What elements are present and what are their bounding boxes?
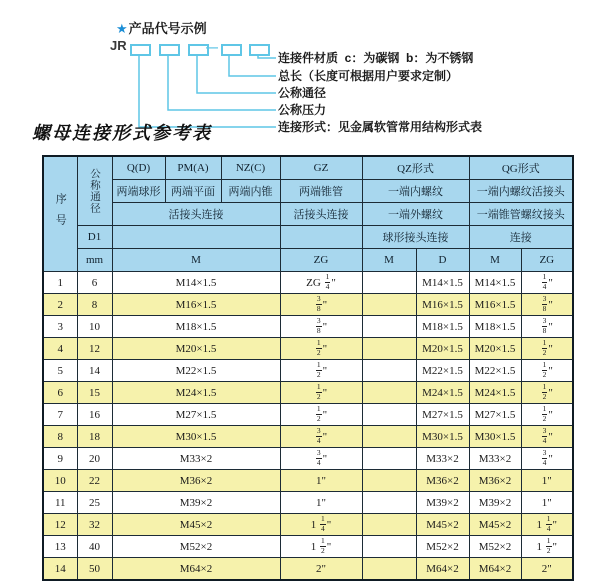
- hdr-GZ-conn: 活接头连接: [280, 203, 362, 226]
- cell-QZ-M: [362, 294, 416, 316]
- hdr-QG-M: M: [469, 249, 521, 272]
- cell-ZG: $\frac{3}{8}$ ": [280, 294, 362, 316]
- nut-connection-table-wrap: [42, 155, 574, 581]
- cell-QZ-M: [362, 272, 416, 294]
- table-row: [43, 316, 573, 338]
- callout-label-pressure: 公称压力: [278, 103, 327, 117]
- cell-QZ-M: [362, 404, 416, 426]
- hdr-QZ-conn: 球形接头连接: [362, 226, 469, 249]
- cell-M: M36×2: [112, 470, 280, 492]
- cell-seq: 11: [43, 492, 77, 514]
- cell-QG-M: M52×2: [469, 536, 521, 558]
- header-row: [43, 249, 573, 272]
- cell-QZ-D: M22×1.5: [416, 360, 469, 382]
- cell-QG-M: M14×1.5: [469, 272, 521, 294]
- table-row: [43, 470, 573, 492]
- cell-ZG: $\frac{3}{4}$ ": [280, 448, 362, 470]
- cell-QG-M: M24×1.5: [469, 382, 521, 404]
- code-dash: —: [206, 40, 218, 54]
- cell-QZ-D: M33×2: [416, 448, 469, 470]
- cell-mm: 16: [77, 404, 112, 426]
- cell-mm: 50: [77, 558, 112, 581]
- cell-QZ-M: [362, 470, 416, 492]
- header-row: [43, 203, 573, 226]
- hdr-PMA-desc: 两端平面: [165, 180, 221, 203]
- hdr-QZ-desc2: 一端外螺纹: [362, 203, 469, 226]
- cell-M: M30×1.5: [112, 426, 280, 448]
- table-header: [43, 156, 573, 272]
- cell-mm: 10: [77, 316, 112, 338]
- cell-QG-M: M22×1.5: [469, 360, 521, 382]
- cell-seq: 12: [43, 514, 77, 536]
- cell-M: M16×1.5: [112, 294, 280, 316]
- cell-seq: 13: [43, 536, 77, 558]
- cell-mm: 14: [77, 360, 112, 382]
- hdr-GZ-desc: 两端锥管: [280, 180, 362, 203]
- cell-M: M14×1.5: [112, 272, 280, 294]
- cell-QZ-D: M24×1.5: [416, 382, 469, 404]
- cell-mm: 20: [77, 448, 112, 470]
- page-title: 螺母连接形式参考表: [32, 123, 212, 143]
- callout-label-material: 连接件材质 c：为碳钢 b：为不锈钢: [278, 51, 474, 65]
- cell-QZ-M: [362, 514, 416, 536]
- callout-label-length: 总长（长度可根据用户要求定制）: [278, 69, 459, 83]
- cell-M: M39×2: [112, 492, 280, 514]
- cell-mm: 8: [77, 294, 112, 316]
- cell-ZG: 2": [280, 558, 362, 581]
- cell-mm: 25: [77, 492, 112, 514]
- hdr-union-conn: 活接头连接: [112, 203, 280, 226]
- cell-QG-ZG: 2": [521, 558, 573, 581]
- cell-ZG: 1 $\frac{1}{4}$ ": [280, 514, 362, 536]
- cell-ZG: $\frac{1}{2}$ ": [280, 382, 362, 404]
- cell-QG-ZG: 1 $\frac{1}{4}$ ": [521, 514, 573, 536]
- star-icon: ★: [116, 21, 128, 36]
- hdr-empty: [280, 226, 362, 249]
- cell-seq: 10: [43, 470, 77, 492]
- cell-seq: 1: [43, 272, 77, 294]
- cell-M: M27×1.5: [112, 404, 280, 426]
- cell-ZG: $\frac{3}{4}$ ": [280, 426, 362, 448]
- cell-M: M52×2: [112, 536, 280, 558]
- cell-ZG: $\frac{1}{2}$ ": [280, 404, 362, 426]
- cell-QG-M: M18×1.5: [469, 316, 521, 338]
- hdr-NZC-desc: 两端内锥: [221, 180, 280, 203]
- cell-QG-ZG: $\frac{3}{4}$ ": [521, 426, 573, 448]
- cell-QG-ZG: 1": [521, 492, 573, 514]
- hdr-QZ-M: M: [362, 249, 416, 272]
- table-row: [43, 426, 573, 448]
- cell-QZ-D: M16×1.5: [416, 294, 469, 316]
- cell-QZ-M: [362, 382, 416, 404]
- hdr-mm: mm: [77, 249, 112, 272]
- callout-line: [168, 54, 276, 110]
- cell-M: M24×1.5: [112, 382, 280, 404]
- cell-QZ-M: [362, 558, 416, 581]
- code-prefix: JR: [110, 38, 127, 53]
- cell-M: M18×1.5: [112, 316, 280, 338]
- cell-M: M64×2: [112, 558, 280, 581]
- hdr-QG: QG形式: [469, 156, 573, 180]
- cell-QG-M: M30×1.5: [469, 426, 521, 448]
- header-row: [43, 180, 573, 203]
- cell-QZ-D: M52×2: [416, 536, 469, 558]
- cell-QG-M: M45×2: [469, 514, 521, 536]
- hdr-QG-ZG: ZG: [521, 249, 573, 272]
- table-row: [43, 272, 573, 294]
- cell-mm: 6: [77, 272, 112, 294]
- table-row: [43, 294, 573, 316]
- cell-QZ-D: M18×1.5: [416, 316, 469, 338]
- cell-seq: 9: [43, 448, 77, 470]
- cell-ZG: 1": [280, 470, 362, 492]
- hdr-GZ: GZ: [280, 156, 362, 180]
- header-row: [43, 226, 573, 249]
- cell-mm: 32: [77, 514, 112, 536]
- cell-seq: 6: [43, 382, 77, 404]
- cell-seq: 4: [43, 338, 77, 360]
- table-row: [43, 382, 573, 404]
- cell-ZG: $\frac{1}{2}$ ": [280, 360, 362, 382]
- cell-seq: 8: [43, 426, 77, 448]
- diagram-heading-text: 产品代号示例: [128, 21, 207, 36]
- header-row: [43, 156, 573, 180]
- cell-QZ-M: [362, 360, 416, 382]
- cell-mm: 12: [77, 338, 112, 360]
- table-row: [43, 360, 573, 382]
- cell-mm: 18: [77, 426, 112, 448]
- cell-ZG: $\frac{3}{8}$ ": [280, 316, 362, 338]
- cell-M: M33×2: [112, 448, 280, 470]
- cell-QG-M: M20×1.5: [469, 338, 521, 360]
- hdr-QD-desc: 两端球形: [112, 180, 165, 203]
- cell-mm: 40: [77, 536, 112, 558]
- cell-seq: 14: [43, 558, 77, 581]
- nut-connection-table: [42, 155, 574, 581]
- cell-QZ-D: M30×1.5: [416, 426, 469, 448]
- cell-QZ-D: M14×1.5: [416, 272, 469, 294]
- cell-QG-ZG: $\frac{3}{8}$ ": [521, 294, 573, 316]
- cell-QG-M: M16×1.5: [469, 294, 521, 316]
- cell-seq: 2: [43, 294, 77, 316]
- hdr-QG-conn: 连接: [469, 226, 573, 249]
- cell-QG-M: M27×1.5: [469, 404, 521, 426]
- hdr-QD: Q(D): [112, 156, 165, 180]
- callout-line: [197, 54, 276, 93]
- cell-QZ-M: [362, 316, 416, 338]
- cell-seq: 7: [43, 404, 77, 426]
- cell-QZ-M: [362, 338, 416, 360]
- cell-QZ-D: M45×2: [416, 514, 469, 536]
- hdr-ZG: ZG: [280, 249, 362, 272]
- cell-QG-ZG: 1 $\frac{1}{2}$ ": [521, 536, 573, 558]
- hdr-seq: 序号: [43, 156, 77, 272]
- table-row: [43, 536, 573, 558]
- cell-QG-M: M64×2: [469, 558, 521, 581]
- hdr-PMA: PM(A): [165, 156, 221, 180]
- cell-QG-ZG: $\frac{1}{4}$ ": [521, 272, 573, 294]
- hdr-QZ-D: D: [416, 249, 469, 272]
- cell-mm: 15: [77, 382, 112, 404]
- hdr-NZC: NZ(C): [221, 156, 280, 180]
- hdr-dn: 公称通径: [77, 156, 112, 226]
- cell-QG-ZG: $\frac{3}{4}$ ": [521, 448, 573, 470]
- cell-QG-ZG: 1": [521, 470, 573, 492]
- table-row: [43, 514, 573, 536]
- cell-QG-ZG: $\frac{1}{2}$ ": [521, 382, 573, 404]
- callout-line: [139, 54, 276, 127]
- hdr-D1: D1: [77, 226, 112, 249]
- cell-QZ-M: [362, 536, 416, 558]
- table-body: [43, 272, 573, 581]
- table-row: [43, 448, 573, 470]
- table-row: [43, 492, 573, 514]
- hdr-QG-desc2: 一端锥管螺纹接头: [469, 203, 573, 226]
- cell-QZ-M: [362, 492, 416, 514]
- cell-QZ-D: M36×2: [416, 470, 469, 492]
- table-row: [43, 338, 573, 360]
- cell-QG-ZG: $\frac{1}{2}$ ": [521, 338, 573, 360]
- hdr-M: M: [112, 249, 280, 272]
- callout-label-connection: 连接形式：见金属软管常用结构形式表: [278, 120, 483, 134]
- cell-QZ-D: M39×2: [416, 492, 469, 514]
- cell-seq: 5: [43, 360, 77, 382]
- cell-ZG: 1 $\frac{1}{2}$ ": [280, 536, 362, 558]
- cell-ZG: 1": [280, 492, 362, 514]
- cell-QG-ZG: $\frac{1}{2}$ ": [521, 360, 573, 382]
- cell-M: M22×1.5: [112, 360, 280, 382]
- callout-line: [258, 54, 276, 58]
- table-row: [43, 558, 573, 581]
- cell-QG-M: M33×2: [469, 448, 521, 470]
- cell-mm: 22: [77, 470, 112, 492]
- cell-QG-ZG: $\frac{3}{8}$ ": [521, 316, 573, 338]
- cell-M: M45×2: [112, 514, 280, 536]
- hdr-QZ-desc1: 一端内螺纹: [362, 180, 469, 203]
- cell-QG-ZG: $\frac{1}{2}$ ": [521, 404, 573, 426]
- cell-seq: 3: [43, 316, 77, 338]
- cell-M: M20×1.5: [112, 338, 280, 360]
- cell-QZ-M: [362, 426, 416, 448]
- table-row: [43, 404, 573, 426]
- cell-ZG: $\frac{1}{2}$ ": [280, 338, 362, 360]
- hdr-QZ: QZ形式: [362, 156, 469, 180]
- cell-QG-M: M39×2: [469, 492, 521, 514]
- cell-QG-M: M36×2: [469, 470, 521, 492]
- hdr-empty: [112, 226, 280, 249]
- cell-QZ-D: M64×2: [416, 558, 469, 581]
- callout-label-diameter: 公称通径: [278, 86, 327, 100]
- cell-QZ-D: M20×1.5: [416, 338, 469, 360]
- cell-ZG: ZG $\frac{1}{4}$ ": [280, 272, 362, 294]
- hdr-QG-desc1: 一端内螺纹活接头: [469, 180, 573, 203]
- cell-QZ-M: [362, 448, 416, 470]
- cell-QZ-D: M27×1.5: [416, 404, 469, 426]
